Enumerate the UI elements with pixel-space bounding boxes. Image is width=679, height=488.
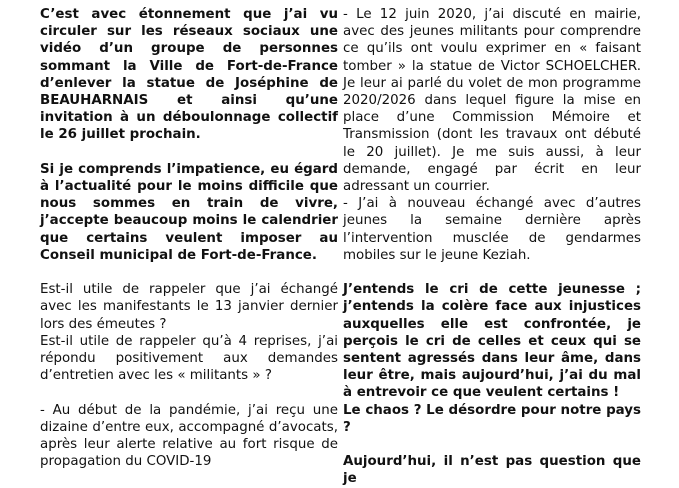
paragraph-today: Aujourd’hui, il n’est pas question que je — [343, 454, 641, 487]
paragraph-statue-video: C’est avec étonnement que j’ai vu circuler sur les réseaux sociaux une vidéo d’un groupe de personnes sommant la Ville de Fort-de-France d’enlever la statue de Joséphine de BEAUHARNAIS et ainsi qu’une invitation à un déboulonnage collectif le 26 juillet prochain. — [40, 7, 338, 143]
right-column — [343, 6, 641, 488]
paragraph-keziah-exchange: - J’ai à nouveau échangé avec d’autres jeunes la semaine dernière après l’intervention musclée de gendarmes mobiles sur le jeune Keziah. — [343, 196, 641, 263]
paragraph-june-meeting: - Le 12 juin 2020, j’ai discuté en mairie, avec des jeunes militants pour comprendre ce qu’ils ont voulu exprimer en « faisant tomber » la statue de Victor SCHOELCHER. Je leur ai parlé du volet de mon programme 2020/2026 dans lequel figure la mise en place d’une Commission Mémoire et Transmission (dont les travaux ont débuté le 20 juillet). Je me suis aussi, à leur demande, engagé par écrit en leur adressant un courrier. — [343, 7, 641, 195]
paragraph-impatience: Si je comprends l’impatience, eu égard à l’actualité pour le moins difficile que nous sommes en train de vivre, j’accepte beaucoup moins le calendrier que certains veulent imposer au Conseil municipal de Fort-de-France. — [40, 161, 338, 263]
left-column — [40, 6, 338, 470]
paragraph-youth-cry: J’entends le cri de cette jeunesse ; j’entends la colère face aux injustices auxquelles elle est confrontée, je perçois le cri de celles et ceux qui se sentent agressés dans leur âme, dans leur être, mais aujourd’hui, j’ai du mal à entrevoir ce que veulent certains ! — [343, 282, 641, 401]
paragraph-pandemic-meeting: - Au début de la pandémie, j’ai reçu une dizaine d’entre eux, accompagné d’avocats, après leur alerte relative au fort risque de propagation du COVID-19 — [40, 402, 338, 470]
paragraph-january-exchange: Est-il utile de rappeler que j’ai échangé avec les manifestants le 13 janvier dernier lors des émeutes ? — [40, 282, 338, 332]
paragraph-chaos-question: Le chaos ? Le désordre pour notre pays ? — [343, 402, 641, 435]
paragraph-four-meetings: Est-il utile de rappeler qu’à 4 reprises, j’ai répondu positivement aux demandes d’entretien avec les « militants » ? — [40, 333, 338, 384]
